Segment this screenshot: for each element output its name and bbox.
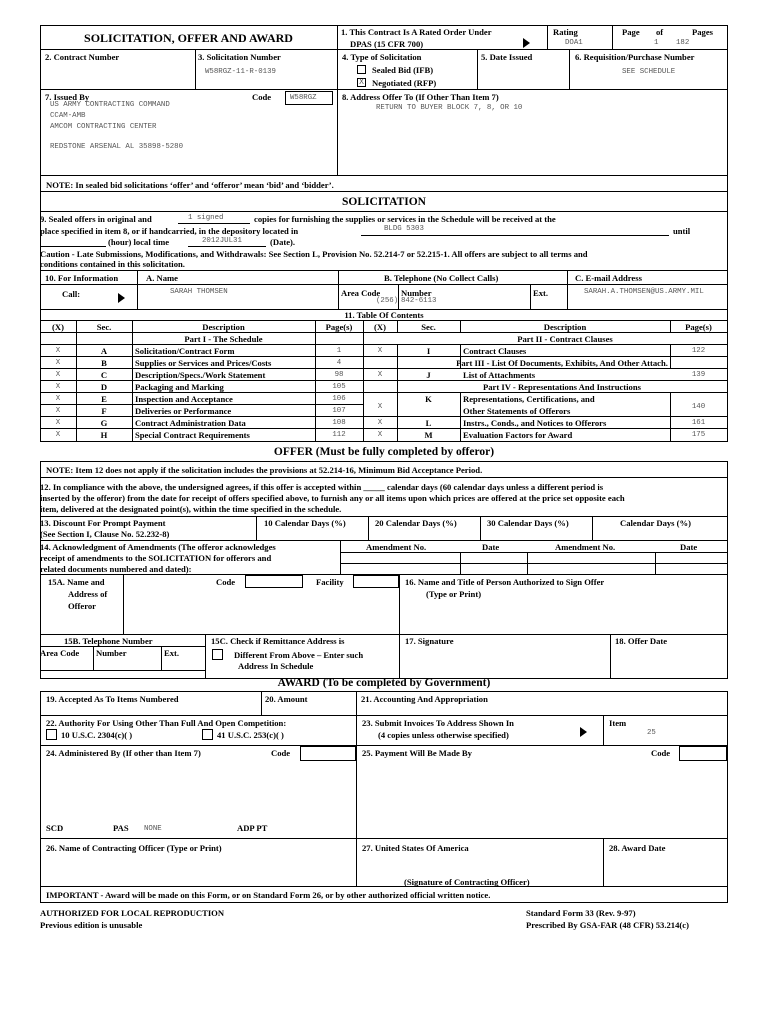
b9-text-d: (hour) local time (108, 237, 170, 247)
page-label: Page (622, 27, 640, 37)
b15b-ext-label: Ext. (164, 648, 180, 658)
b22-option-a-checkbox[interactable] (46, 729, 57, 740)
toc-k-desc-2: Other Statements of Offerors (463, 406, 571, 416)
toc-m-page: 175 (691, 431, 706, 439)
b23-item-label: Item (609, 718, 627, 728)
b22-option-a: 10 U.S.C. 2304(c)( ) (61, 730, 133, 740)
toc-l-page: 161 (691, 419, 706, 427)
email-value: SARAH.A.THOMSEN@US.ARMY.MIL (584, 288, 704, 296)
issued-by-label: 7. Issued By (45, 92, 90, 102)
page-value: 1 (654, 39, 659, 47)
b28-label: 28. Award Date (609, 843, 666, 853)
toc-row-desc: Contract Administration Data (135, 418, 246, 428)
toc-row-desc: Supplies or Services and Prices/Costs (135, 358, 272, 368)
b23-item-value: 25 (647, 729, 656, 737)
contract-number-label: 2. Contract Number (45, 52, 120, 62)
b17-label: 17. Signature (405, 636, 454, 646)
toc-row-x: X (55, 383, 61, 391)
toc-row-desc: Special Contract Requirements (135, 430, 250, 440)
dpas-label: DPAS (15 CFR 700) (350, 39, 424, 49)
number-value: 842-6113 (401, 297, 437, 305)
amendment-no-label: Amendment No. (366, 542, 427, 552)
b9-text-a: 9. Sealed offers in original and (40, 214, 152, 224)
b22-option-b: 41 U.S.C. 253(c)( ) (217, 730, 284, 740)
scd-label: SCD (46, 823, 64, 833)
discount-other-label: Calendar Days (%) (620, 518, 691, 528)
area-code-value: (256) (376, 297, 399, 305)
toc-j-x: X (377, 371, 383, 379)
issued-by-line-2: CCAM-AMB (50, 112, 86, 120)
arrow-right-icon (523, 38, 530, 48)
b15a-line-3: Offeror (68, 601, 96, 611)
toc-row-page: 108 (332, 419, 346, 427)
toc-part-1: Part I - The Schedule (184, 334, 263, 344)
b16-line-1: 16. Name and Title of Person Authorized to Sign Offer (405, 577, 605, 587)
toc-i-x: X (377, 347, 383, 355)
toc-row-x: X (55, 371, 61, 379)
email-label: C. E-mail Address (575, 273, 642, 283)
arrow-right-icon (580, 727, 587, 737)
ext-label: Ext. (533, 288, 549, 298)
issued-by-line-1: US ARMY CONTRACTING COMMAND (50, 101, 170, 109)
toc-j-page: 139 (691, 371, 706, 379)
toc-row-desc: Deliveries or Performance (135, 406, 232, 416)
b15a-facility-label: Facility (316, 577, 344, 587)
toc-k-x: X (377, 403, 383, 411)
b23-line-1: 23. Submit Invoices To Address Shown In (362, 718, 514, 728)
discount-10-label: 10 Calendar Days (%) (264, 518, 346, 528)
caution-line-2: conditions contained in this solicitation. (40, 259, 185, 269)
address-offer-value: RETURN TO BUYER BLOCK 7, 8, OR 10 (376, 104, 523, 112)
b12-line-1: 12. In compliance with the above, the undersigned agrees, if this offer is accepted within _____ calendar days (60 calendar days unless a different period is (40, 482, 604, 492)
issued-by-code-label: Code (252, 92, 272, 102)
issued-by-code-box (285, 91, 333, 105)
b25-code-box[interactable] (679, 746, 727, 761)
footer-form-number: Standard Form 33 (Rev. 9-97) (526, 908, 636, 918)
negotiated-label: Negotiated (RFP) (372, 78, 437, 88)
toc-row-desc: Description/Specs./Work Statement (135, 370, 266, 380)
b9-date-value: 2012JUL31 (202, 237, 242, 245)
area-code-label: Area Code (341, 288, 381, 298)
pas-label: PAS (113, 823, 129, 833)
b15c-line-2: Different From Above – Enter such (234, 650, 364, 660)
toc-row-x: X (55, 347, 61, 355)
b13-line-2: (See Section I, Clause No. 52.232-8) (40, 529, 170, 539)
solicitation-number-label: 3. Solicitation Number (198, 52, 281, 62)
toc-x-header: (X) (374, 322, 386, 332)
b15c-line-1: 15C. Check if Remittance Address is (211, 636, 345, 646)
toc-sec-header: Sec. (421, 322, 436, 332)
toc-j-sec: J (426, 370, 431, 380)
issued-by-line-4: REDSTONE ARSENAL AL 35898-5280 (50, 143, 184, 151)
call-label: Call: (62, 289, 81, 299)
b18-label: 18. Offer Date (615, 636, 668, 646)
toc-row-x: X (55, 431, 61, 439)
b24-code-box[interactable] (300, 746, 356, 761)
b22-label: 22. Authority For Using Other Than Full And Open Competition: (46, 718, 287, 728)
b15b-area-label: Area Code (40, 648, 80, 658)
solicitation-number-value: W58RGZ-11-R-0139 (205, 68, 276, 76)
requisition-number-label: 6. Requisition/Purchase Number (575, 52, 695, 62)
toc-k-page: 140 (691, 403, 706, 411)
toc-i-page: 122 (691, 347, 706, 355)
toc-k-sec: K (425, 394, 432, 404)
toc-row-x: X (55, 407, 61, 415)
b15a-facility-box[interactable] (353, 575, 399, 588)
b14-line-2: receipt of amendments to the SOLICITATION for offerors and (40, 553, 272, 563)
toc-row-sec: E (101, 394, 107, 404)
requisition-number-value: SEE SCHEDULE (622, 68, 676, 76)
b9-text-c: place specified in item 8, or if handcarried, in the depository located in (40, 226, 299, 236)
b15b-label: 15B. Telephone Number (64, 636, 153, 646)
toc-part-4: Part IV - Representations And Instructions (483, 382, 641, 392)
toc-m-sec: M (424, 430, 433, 440)
b25-code-label: Code (651, 748, 671, 758)
toc-row-page: 1 (336, 347, 342, 355)
rating-label: Rating (553, 27, 578, 37)
b19-label: 19. Accepted As To Items Numbered (46, 694, 179, 704)
sealed-bid-checkbox[interactable] (357, 65, 366, 74)
toc-pages-header: Page(s) (685, 322, 712, 332)
toc-title: 11. Table Of Contents (344, 310, 424, 320)
b15a-line-1: 15A. Name and (48, 577, 105, 587)
rating-value: DOA1 (565, 39, 583, 47)
toc-part-3: Part III - List Of Documents, Exhibits, And Other Attach. (456, 358, 668, 368)
toc-m-desc: Evaluation Factors for Award (463, 430, 573, 440)
pas-value: NONE (144, 825, 162, 833)
toc-row-page: 106 (332, 395, 346, 403)
offer-note: NOTE: Item 12 does not apply if the solicitation includes the provisions at 52.214-16, Minimum Bid Acceptance Period. (46, 465, 483, 475)
toc-desc-header: Description (202, 322, 245, 332)
b9-until: until (673, 226, 691, 236)
pages-value: 182 (676, 39, 690, 47)
b25-label: 25. Payment Will Be Made By (362, 748, 472, 758)
toc-j-desc: List of Attachments (463, 370, 536, 380)
b14-line-1: 14. Acknowledgment of Amendments (The offeror acknowledges (40, 542, 276, 552)
type-of-solicitation-label: 4. Type of Solicitation (342, 52, 422, 62)
toc-row-page: 112 (332, 431, 346, 439)
issued-by-line-3: AMCOM CONTRACTING CENTER (50, 123, 157, 131)
footer-previous-edition: Previous edition is unusable (40, 920, 143, 930)
footer-reproduction: AUTHORIZED FOR LOCAL REPRODUCTION (40, 908, 225, 918)
toc-row-page: 4 (336, 359, 342, 367)
toc-l-desc: Instrs., Conds., and Notices to Offerors (463, 418, 607, 428)
toc-row-page: 98 (334, 371, 344, 379)
toc-row-sec: B (101, 358, 107, 368)
remittance-checkbox[interactable] (212, 649, 223, 660)
toc-row-sec: D (100, 382, 108, 392)
b21-label: 21. Accounting And Appropriation (361, 694, 488, 704)
toc-row-desc: Solicitation/Contract Form (135, 346, 235, 356)
toc-pages-header: Page(s) (325, 322, 353, 332)
toc-k-desc-1: Representations, Certifications, and (463, 394, 595, 404)
b22-option-b-checkbox[interactable] (202, 729, 213, 740)
b12-line-2: inserted by the offeror) from the date for receipt of offers specified above, to furnish any or all items upon which prices are offered at the price set opposite each (40, 493, 625, 503)
discount-30-label: 30 Calendar Days (%) (487, 518, 569, 528)
toc-row-x: X (55, 419, 61, 427)
arrow-right-icon (118, 293, 125, 303)
b15b-number-label: Number (96, 648, 127, 658)
toc-row-page: 105 (332, 383, 346, 391)
b27-label: 27. United States Of America (362, 843, 469, 853)
toc-row-sec: F (101, 406, 107, 416)
toc-row-desc: Inspection and Acceptance (135, 394, 233, 404)
toc-row-sec: A (100, 346, 108, 356)
solicitation-heading: SOLICITATION (342, 196, 426, 208)
toc-sec-header: Sec. (96, 322, 112, 332)
rated-order-label: 1. This Contract Is A Rated Order Under (341, 27, 492, 37)
b15a-code-label: Code (216, 577, 236, 587)
important-note: IMPORTANT - Award will be made on this Form, or on Standard Form 26, or by other authorized official written notice. (46, 890, 491, 900)
award-heading: AWARD (To be completed by Government) (277, 677, 491, 689)
toc-part-2: Part II - Contract Clauses (517, 334, 613, 344)
toc-row-page: 107 (332, 407, 346, 415)
toc-row-x: X (55, 359, 61, 367)
toc-row-sec: G (100, 418, 108, 428)
toc-desc-header: Description (543, 322, 587, 332)
amendment-no-label-2: Amendment No. (555, 542, 616, 552)
b13-line-1: 13. Discount For Prompt Payment (40, 518, 166, 528)
negotiated-checkbox[interactable]: X (357, 78, 366, 87)
sealed-bid-note: NOTE: In sealed bid solicitations ‘offer’ and ‘offeror’ mean ‘bid’ and ‘bidder’. (46, 180, 334, 190)
for-information-label: 10. For Information (45, 273, 119, 283)
offer-heading: OFFER (Must be fully completed by offeror) (273, 446, 495, 458)
toc-row-sec: C (100, 370, 108, 380)
telephone-label: B. Telephone (No Collect Calls) (384, 273, 499, 283)
discount-20-label: 20 Calendar Days (%) (375, 518, 457, 528)
b16-line-2: (Type or Print) (426, 589, 482, 599)
b15a-line-2: Address of (68, 589, 108, 599)
toc-row-x: X (55, 395, 61, 403)
b15c-line-3: Address In Schedule (238, 661, 314, 671)
b9-copies-value: 1 signed (188, 214, 224, 222)
pages-label: Pages (692, 27, 714, 37)
address-offer-label: 8. Address Offer To (If Other Than Item 7) (342, 92, 499, 102)
b12-line-3: item, delivered at the designated point(s), within the time specified in the schedule. (40, 504, 342, 514)
adp-label: ADP PT (237, 823, 268, 833)
contact-name-label: A. Name (146, 273, 178, 283)
caution-line-1: Caution - Late Submissions, Modifications, and Withdrawals: See Section L, Provision No. 52.214-7 or 52.215-1. All offers are subject to all terms and (40, 249, 588, 259)
b9-location-value: BLDG 5303 (384, 225, 424, 233)
b23-line-2: (4 copies unless otherwise specified) (378, 730, 509, 740)
amendment-date-label-2: Date (680, 542, 698, 552)
amendment-date-label: Date (482, 542, 500, 552)
toc-x-header: (X) (52, 322, 64, 332)
of-label: of (656, 27, 664, 37)
sealed-bid-label: Sealed Bid (IFB) (372, 65, 434, 75)
toc-row-desc: Packaging and Marking (135, 382, 224, 392)
toc-l-sec: L (425, 418, 432, 428)
number-label: Number (401, 288, 432, 298)
b20-label: 20. Amount (265, 694, 308, 704)
toc-m-x: X (377, 431, 383, 439)
b14-line-3: related documents numbered and dated): (40, 564, 192, 574)
form-title: SOLICITATION, OFFER AND AWARD (84, 31, 293, 45)
toc-l-x: X (377, 419, 383, 427)
b27-signature-label: (Signature of Contracting Officer) (404, 877, 530, 887)
b24-code-label: Code (271, 748, 291, 758)
footer-prescribed-by: Prescribed By GSA-FAR (48 CFR) 53.214(c) (526, 920, 689, 930)
toc-i-sec: I (426, 346, 431, 356)
issued-by-code-value: W58RGZ (290, 94, 317, 102)
b15a-code-box[interactable] (245, 575, 303, 588)
date-issued-label: 5. Date Issued (481, 52, 533, 62)
toc-row-sec: H (100, 430, 108, 440)
b26-label: 26. Name of Contracting Officer (Type or Print) (46, 843, 222, 853)
b9-text-e: (Date). (270, 237, 296, 247)
b24-label: 24. Administered By (If other than Item 7) (46, 748, 201, 758)
toc-i-desc: Contract Clauses (463, 346, 527, 356)
contact-name-value: SARAH THOMSEN (170, 288, 228, 296)
b9-text-b: copies for furnishing the supplies or services in the Schedule will be received at the (254, 214, 556, 224)
